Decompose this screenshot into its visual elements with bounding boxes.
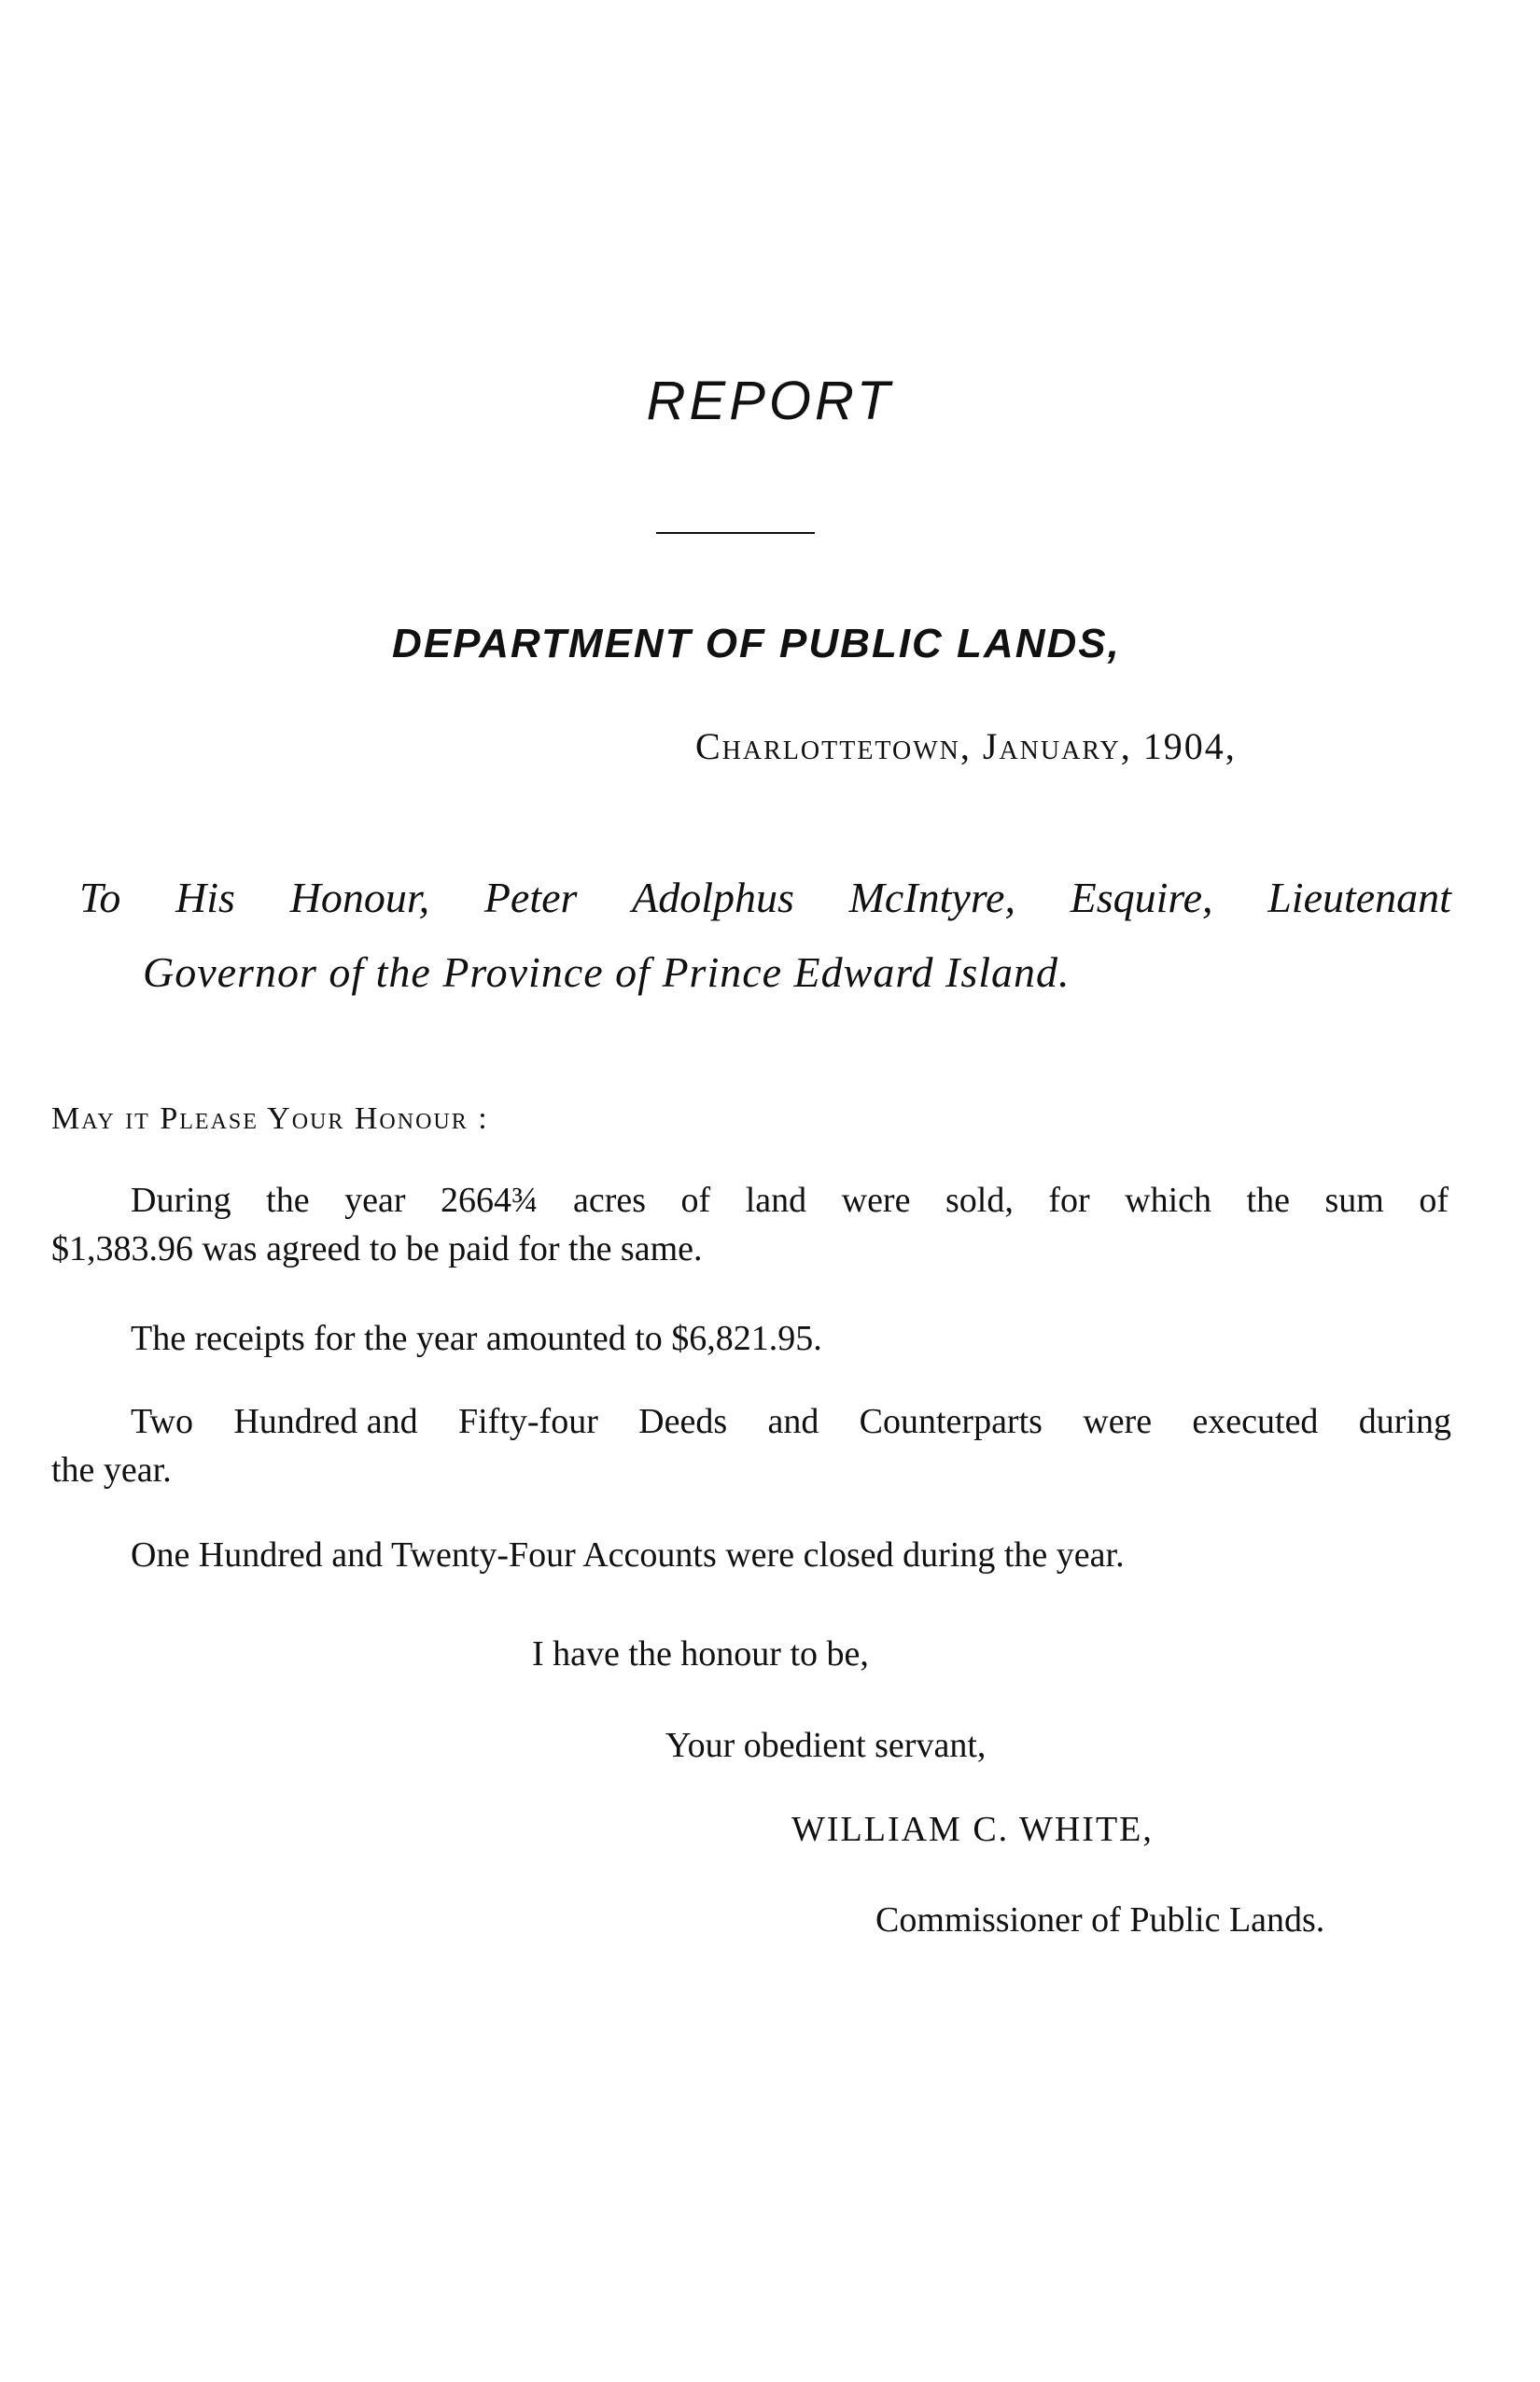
- paragraph-word: the: [266, 1181, 310, 1220]
- paragraph-3-line-2: the year.: [51, 1450, 172, 1490]
- department-heading: DEPARTMENT OF PUBLIC LANDS,: [392, 621, 1121, 666]
- paragraph-word: executed: [1192, 1402, 1319, 1441]
- paragraph-3-line-1: [131, 1397, 1451, 1446]
- closing-line-1: I have the honour to be,: [532, 1634, 869, 1674]
- paragraph-2: The receipts for the year amounted to $6,821.95.: [131, 1319, 822, 1358]
- signature-title: Commissioner of Public Lands.: [875, 1900, 1325, 1940]
- address-word: To: [79, 874, 121, 921]
- paragraph-word: Two: [131, 1402, 194, 1441]
- address-word: Peter: [483, 874, 578, 921]
- date-line: Charlottetown, January, 1904,: [695, 725, 1237, 767]
- paragraph-word: for: [1048, 1181, 1090, 1220]
- paragraph-word: Fifty-four: [457, 1402, 598, 1441]
- paragraph-word: were: [841, 1181, 911, 1220]
- paragraph-word: Counterparts: [859, 1402, 1043, 1441]
- paragraph-word: Hundred and: [233, 1402, 418, 1441]
- paragraph-word: were: [1083, 1402, 1153, 1441]
- paragraph-word: of: [680, 1181, 711, 1220]
- paragraph-4: One Hundred and Twenty-Four Accounts were closed during the year.: [131, 1535, 1125, 1575]
- paragraph-word: which: [1125, 1181, 1212, 1220]
- paragraph-word: 2664¾: [440, 1181, 539, 1220]
- closing-line-2: Your obedient servant,: [665, 1726, 987, 1765]
- paragraph-word: year: [344, 1181, 406, 1220]
- title-divider: [656, 532, 815, 534]
- paragraph-word: sold,: [945, 1181, 1014, 1220]
- paragraph-word: the: [1246, 1181, 1290, 1220]
- paragraph-1-line-2: $1,383.96 was agreed to be paid for the same.: [51, 1229, 703, 1268]
- address-word: His: [175, 874, 235, 921]
- paragraph-word: During: [131, 1181, 231, 1220]
- address-word: Honour,: [289, 874, 430, 921]
- salutation: May it Please Your Honour :: [51, 1101, 489, 1136]
- signature-name: WILLIAM C. WHITE,: [791, 1810, 1154, 1849]
- paragraph-1-line-1: [131, 1176, 1449, 1225]
- address-word: Esquire,: [1070, 874, 1213, 921]
- paragraph-word: Deeds: [638, 1402, 728, 1441]
- address-line-2: Governor of the Province of Prince Edward Island.: [143, 948, 1071, 996]
- paragraph-word: during: [1358, 1402, 1451, 1441]
- address-line-1: [79, 873, 1451, 922]
- paragraph-word: land: [745, 1181, 807, 1220]
- paragraph-word: sum: [1324, 1181, 1384, 1220]
- paragraph-word: acres: [572, 1181, 647, 1220]
- address-word: Lieutenant: [1267, 874, 1451, 921]
- address-word: Adolphus: [632, 874, 794, 921]
- paragraph-word: of: [1419, 1181, 1449, 1220]
- paragraph-word: and: [767, 1402, 819, 1441]
- report-title: REPORT: [646, 371, 894, 431]
- address-word: McIntyre,: [848, 874, 1015, 921]
